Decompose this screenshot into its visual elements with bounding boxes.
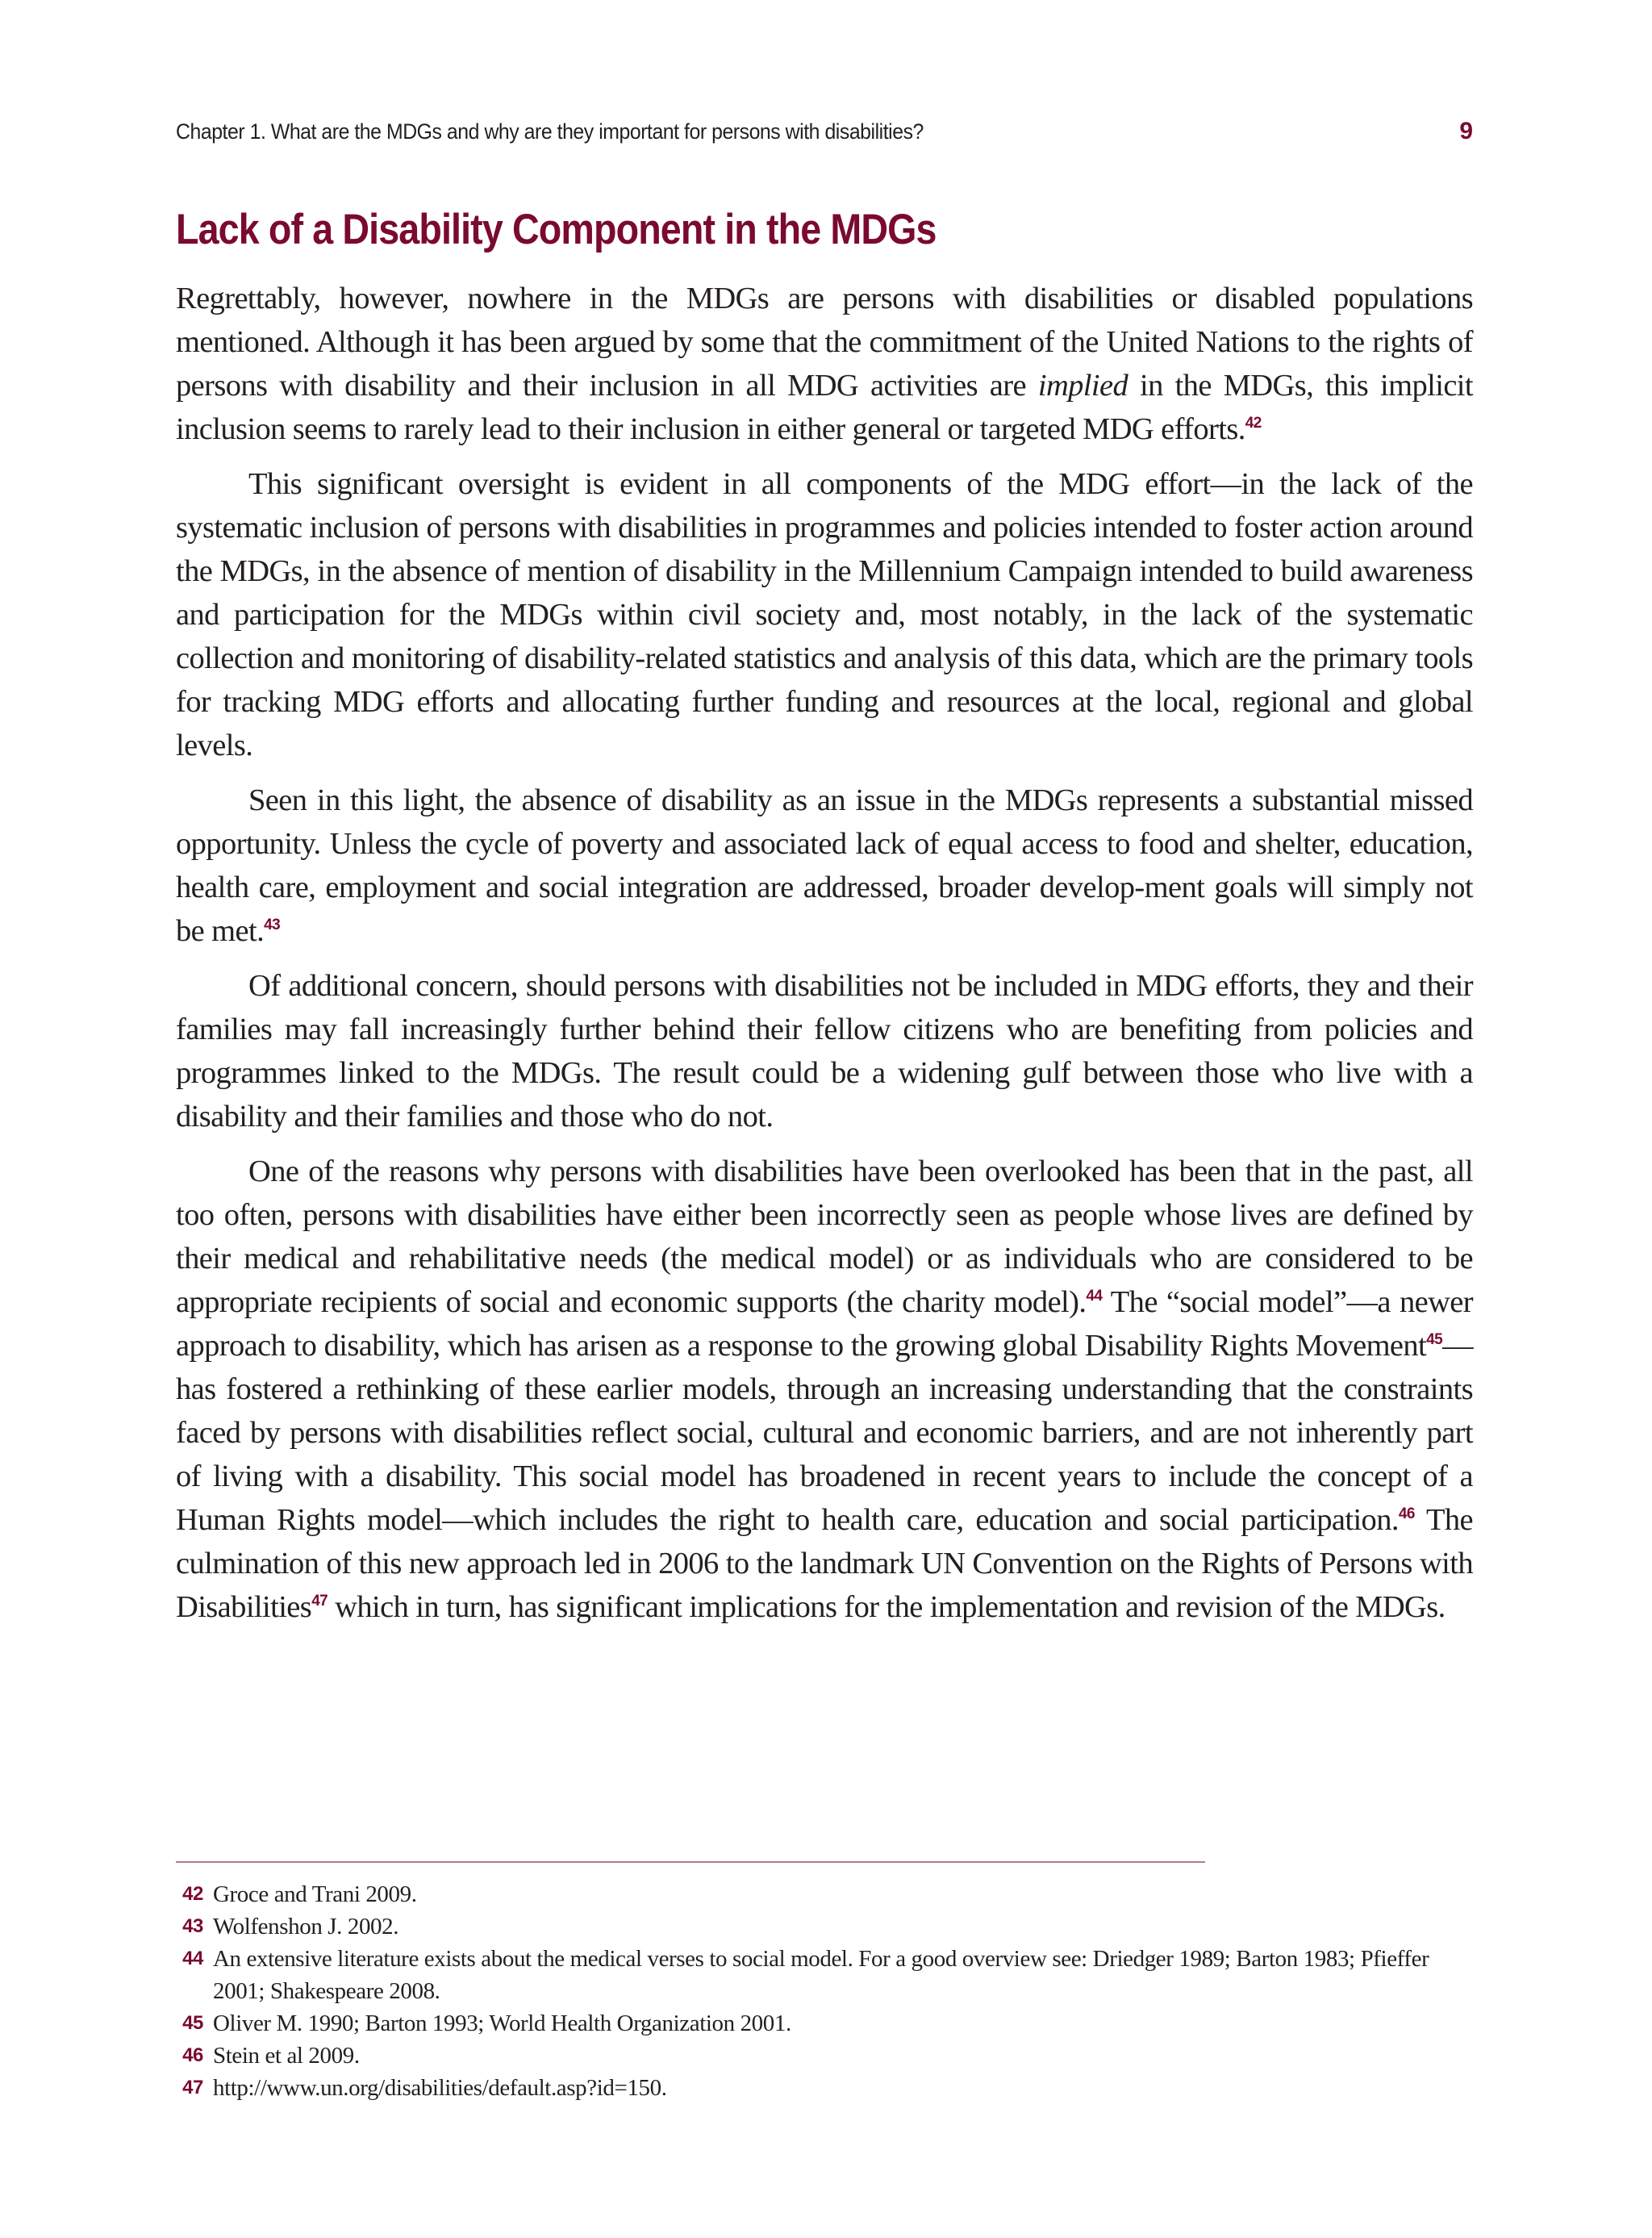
footnote-text: http://www.un.org/disabilities/default.asp?id=150. (213, 2075, 667, 2101)
footnote-number: 46 (182, 2044, 203, 2066)
footnote-text: Stein et al 2009. (213, 2043, 360, 2069)
footnote-ref[interactable]: 43 (264, 916, 281, 933)
paragraph: Regrettably, however, nowhere in the MDGs are persons with disabilities or disabled populations mentioned. Although it has been argued by some that the commitment of the United Nations to the rights of persons with disability and their inclusion in all MDG activities are implied in the MDGs, this implicit inclusion seems to rarely lead to their inclusion in either general or targeted MDG efforts.$^{42}$ (176, 282, 1473, 446)
footnote-number: 44 (182, 1948, 203, 1969)
page-number: 9 (1459, 118, 1473, 144)
footnote-ref[interactable]: 44 (1086, 1288, 1103, 1305)
paragraph: Seen in this light, the absence of disability as an issue in the MDGs represents a substantial missed opportunity. Unless the cycle of poverty and associated lack of equal access to food and shelter, education, health care, employment and social integration are addressed, broader develop-ment goals will simply not be met.$^{43}$ (176, 783, 1473, 948)
footnote-item (176, 2040, 1473, 2072)
footnote-ref[interactable]: 42 (1245, 415, 1262, 432)
footnote-item (176, 1943, 1473, 2007)
paragraph: Of additional concern, should persons with disabilities not be included in MDG efforts, they and their families may fall increasingly further behind their fellow citizens who are benefiting from policies and programmes linked to the MDGs. The result could be a widening gulf between those who live with a disability and their families and those who do not. (176, 969, 1473, 1134)
footnote-number: 45 (182, 2012, 203, 2034)
footnote-ref[interactable]: 45 (1426, 1331, 1443, 1348)
paragraph: One of the reasons why persons with disabilities have been overlooked has been that in the past, all too often, persons with disabilities have either been incorrectly seen as people whose lives are defined by their medical and rehabilitative needs (the medical model) or as individuals who are considered to be appropriate recipients of social and economic supports (the charity model).$^{44}$ The “social model”—a newer approach to disability, which has arisen as a response to the growing global Disability Rights Movement$^{45}$—has fostered a rethinking of these earlier models, through an increasing understanding that the constraints faced by persons with disabilities reflect social, cultural and economic barriers, and are not inherently part of living with a disability. This social model has broadened in recent years to include the concept of a Human Rights model—which includes the right to health care, education and social participation.$^{46}$ The culmination of this new approach led in 2006 to the landmark UN Convention on the Rights of Persons with Disabilities$^{47}$ which in turn, has significant implications for the implementation and revision of the MDGs. (176, 1154, 1474, 1624)
footnote-ref[interactable]: 46 (1398, 1505, 1415, 1522)
body-text (176, 277, 1473, 1640)
paragraph: This significant oversight is evident in all components of the MDG effort—in the lack of the systematic inclusion of persons with disabilities in programmes and policies intended to foster action around the MDGs, in the absence of mention of disability in the Millennium Campaign intended to build awareness and participation for the MDGs within civil society and, most notably, in the lack of the systematic collection and monitoring of disability-related statistics and analysis of this data, which are the primary tools for tracking MDG efforts and allocating further funding and resources at the local, regional and global levels. (176, 467, 1473, 762)
footnote-number: 43 (182, 1915, 203, 1937)
footnote-item (176, 1878, 1473, 1910)
footnote-number: 47 (182, 2077, 203, 2098)
section-title: Lack of a Disability Component in the MDGs (176, 206, 937, 253)
footnote-text: An extensive literature exists about the medical verses to social model. For a good overview see: Driedger 1989; Barton 1983; Pfieffer 2001; Shakespeare 2008. (213, 1946, 1429, 2004)
running-head: Chapter 1. What are the MDGs and why are they important for persons with disabilities? (176, 119, 924, 144)
footnote-number: 42 (182, 1883, 203, 1905)
footnote-text: Oliver M. 1990; Barton 1993; World Health Organization 2001. (213, 2010, 791, 2036)
footnote-item (176, 2007, 1473, 2040)
footnote-text: Wolfenshon J. 2002. (213, 1914, 399, 1939)
footnote-item (176, 1910, 1473, 1943)
footnote-item (176, 2072, 1473, 2104)
footnote-ref[interactable]: 47 (311, 1593, 328, 1610)
footnote-text: Groce and Trani 2009. (213, 1881, 417, 1907)
footnotes (176, 1878, 1473, 2104)
footnote-divider (176, 1861, 1205, 1863)
emphasis: implied (1037, 369, 1128, 403)
